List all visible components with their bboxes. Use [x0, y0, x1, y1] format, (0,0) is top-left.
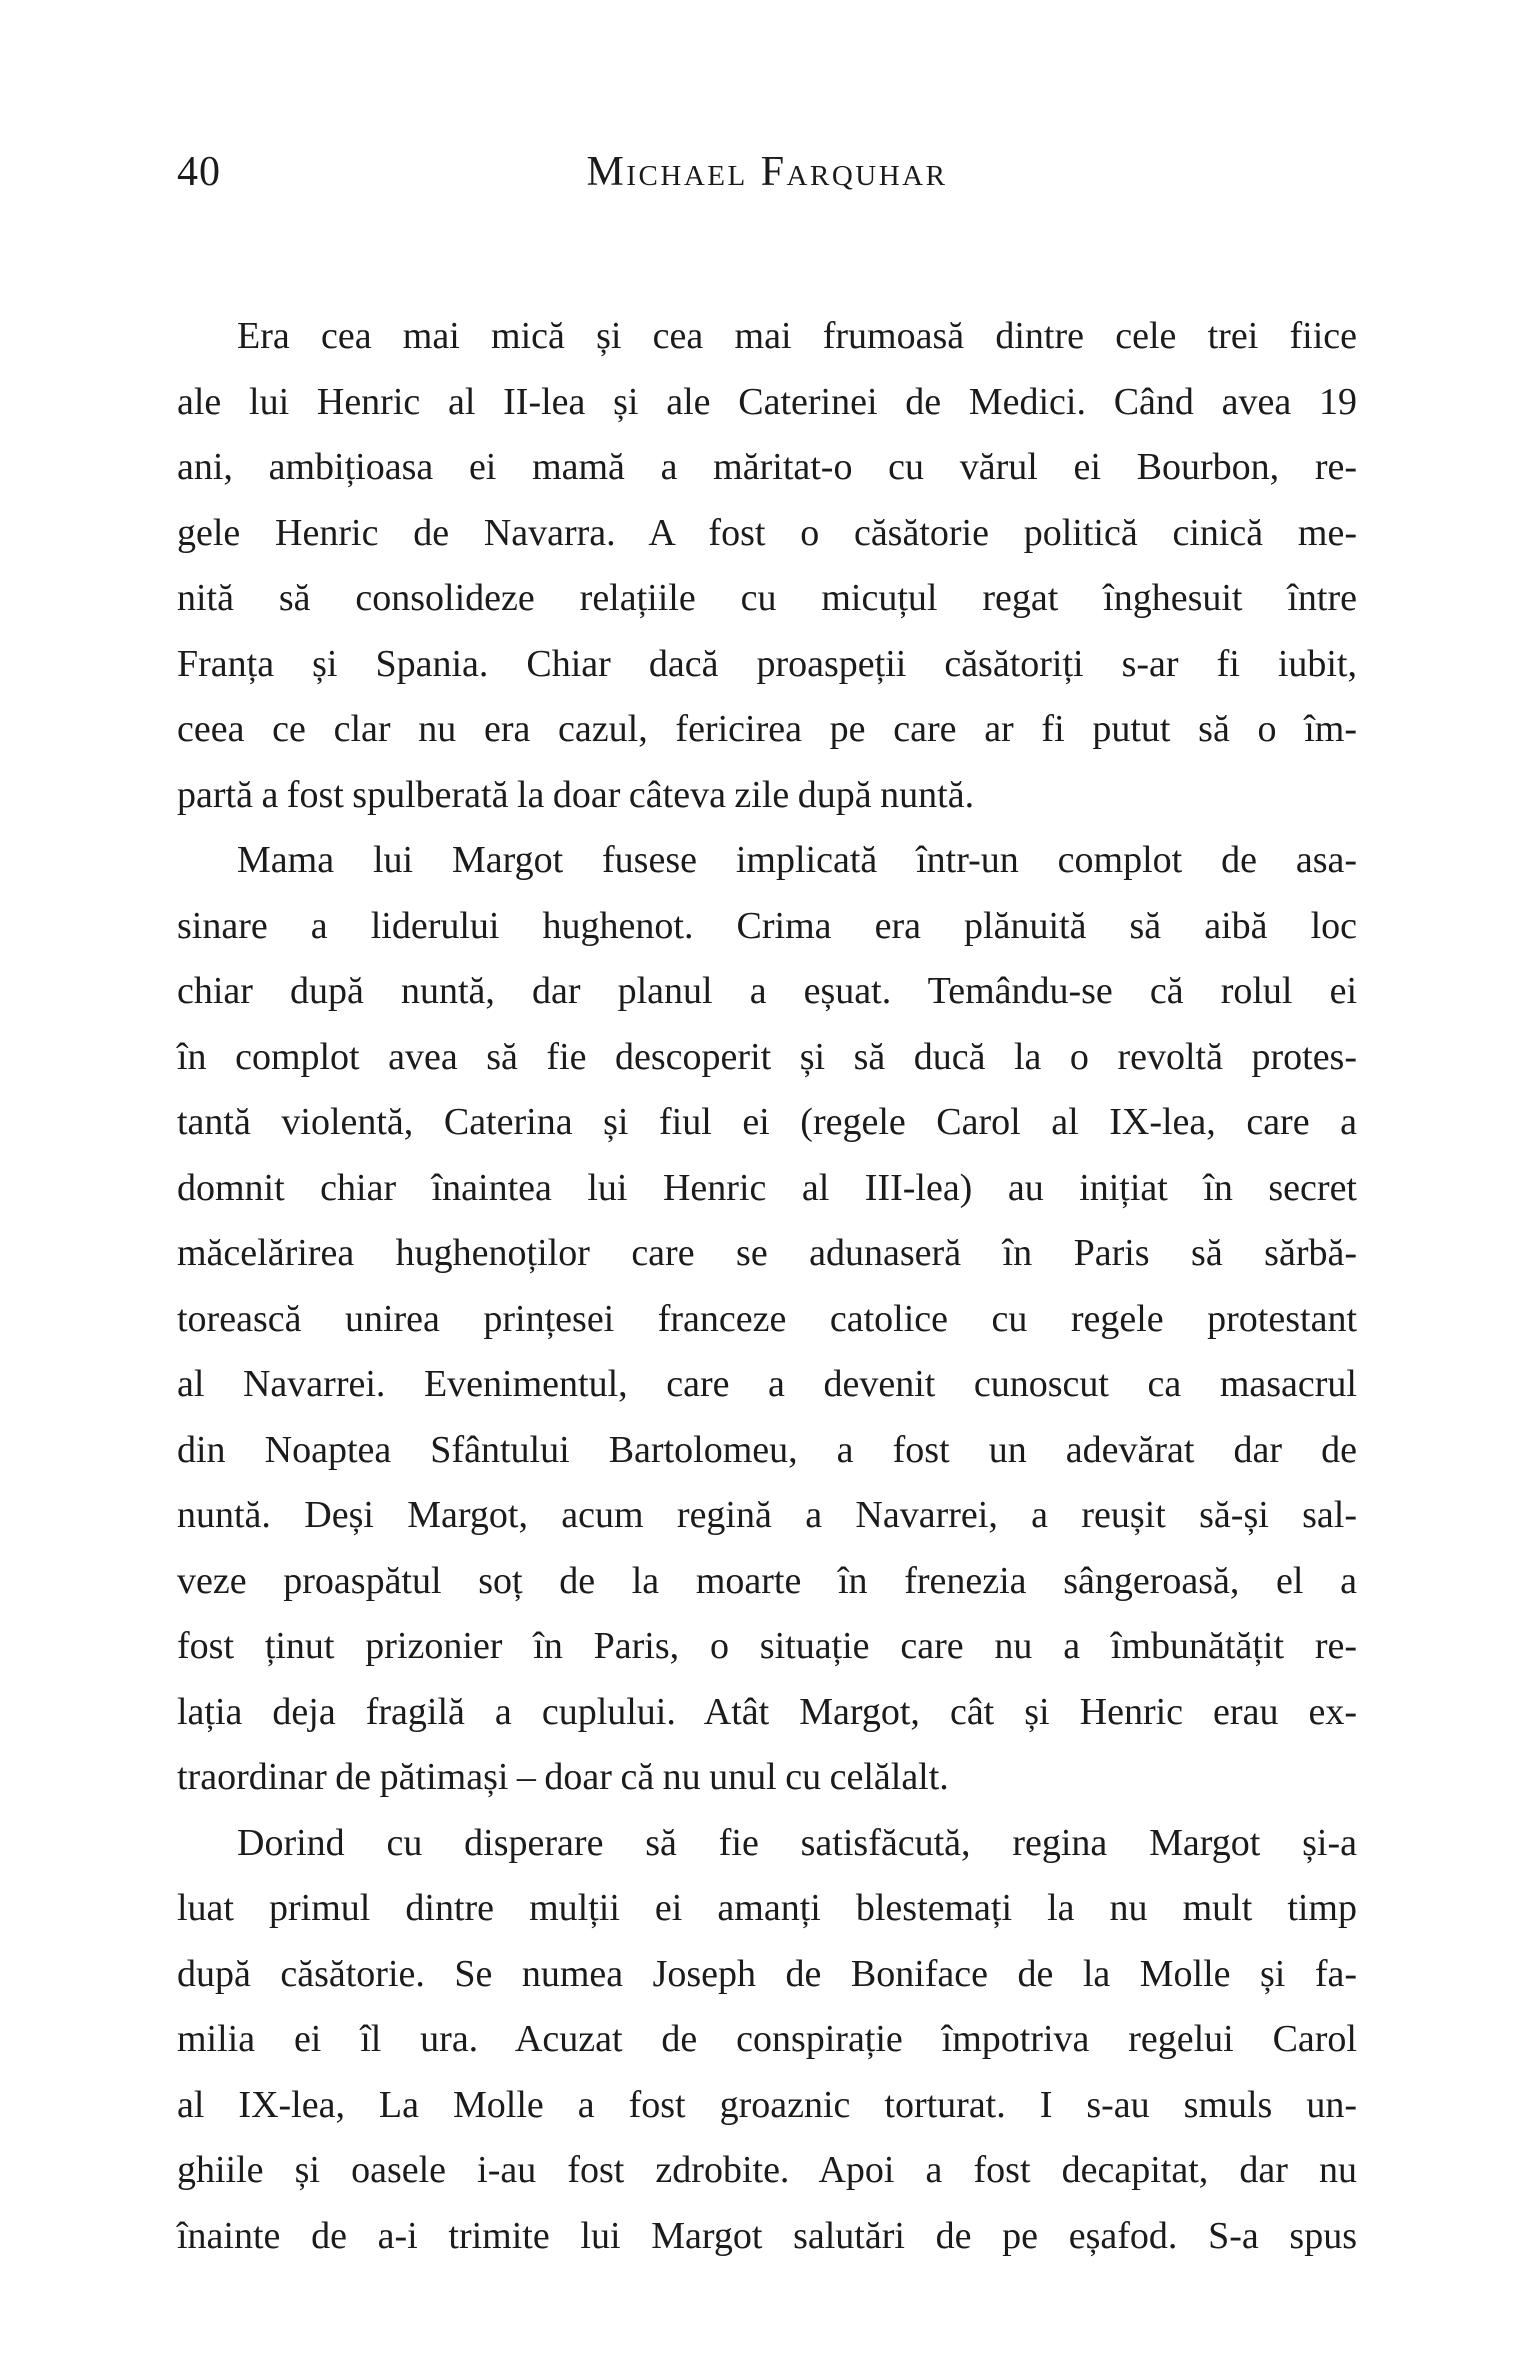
- text-line: Franța și Spania. Chiar dacă proaspeții căsătoriți s-ar fi iubit,: [177, 642, 1357, 685]
- text-line: domnit chiar înaintea lui Henric al III-lea) au inițiat în secret: [177, 1166, 1357, 1209]
- text-line: în complot avea să fie descoperit și să ducă la o revoltă protes-: [177, 1035, 1357, 1078]
- text-line: nuntă. Deși Margot, acum regină a Navarrei, a reușit să-și sal-: [177, 1494, 1357, 1536]
- text-line: Mama lui Margot fusese implicată într-un complot de asa-: [237, 839, 1357, 881]
- text-line: chiar după nuntă, dar planul a eșuat. Temându-se că rolul ei: [177, 970, 1357, 1012]
- text-line: milia ei îl ura. Acuzat de conspirație împotriva regelui Carol: [177, 2018, 1357, 2060]
- page-number: 40: [177, 149, 221, 195]
- text-line: al IX-lea, La Molle a fost groaznic torturat. I s-au smuls un-: [177, 2083, 1357, 2126]
- text-line: Era cea mai mică și cea mai frumoasă dintre cele trei fiice: [237, 315, 1357, 357]
- text-line: fost ținut prizonier în Paris, o situație care nu a îmbunătățit re-: [177, 1625, 1357, 1667]
- text-line: partă a fost spulberată la doar câteva zile după nuntă.: [177, 773, 975, 816]
- text-line: tantă violentă, Caterina și fiul ei (regele Carol al IX-lea, care a: [177, 1101, 1357, 1143]
- text-line: sinare a liderului hughenot. Crima era plănuită să aibă loc: [177, 904, 1357, 947]
- text-line: Dorind cu disperare să fie satisfăcută, regina Margot și-a: [237, 1821, 1357, 1864]
- text-line: măcelărirea hughenoților care se adunaseră în Paris să sărbă-: [177, 1232, 1357, 1274]
- running-header-title: Michael Farquhar: [586, 149, 948, 195]
- page-header: [177, 148, 1357, 204]
- text-line: din Noaptea Sfântului Bartolomeu, a fost un adevărat dar de: [177, 1428, 1357, 1471]
- text-line: înainte de a-i trimite lui Margot salutări de pe eșafod. S-a spus: [177, 2214, 1357, 2257]
- text-line: ani, ambițioasa ei mamă a măritat-o cu vărul ei Bourbon, re-: [177, 446, 1357, 488]
- text-line: după căsătorie. Se numea Joseph de Boniface de la Molle și fa-: [177, 1952, 1357, 1995]
- text-line: al Navarrei. Evenimentul, care a devenit cunoscut ca masacrul: [177, 1363, 1357, 1405]
- text-line: ghiile și oasele i-au fost zdrobite. Apoi a fost decapitat, dar nu: [177, 2149, 1357, 2191]
- body-text: [177, 304, 1357, 2269]
- text-line: gele Henric de Navarra. A fost o căsătorie politică cinică me-: [177, 511, 1357, 554]
- text-line: ceea ce clar nu era cazul, fericirea pe care ar fi putut să o îm-: [177, 708, 1357, 750]
- text-line: luat primul dintre mulții ei amanți blestemați la nu mult timp: [177, 1887, 1357, 1929]
- text-line: torească unirea prințesei franceze catolice cu regele protestant: [177, 1297, 1357, 1340]
- text-line: traordinar de pătimași – doar că nu unul cu celălalt.: [177, 1756, 949, 1798]
- text-line: nită să consolideze relațiile cu micuțul regat înghesuit între: [177, 577, 1357, 619]
- text-line: ale lui Henric al II-lea și ale Caterinei de Medici. Când avea 19: [177, 380, 1357, 423]
- text-line: veze proaspătul soț de la moarte în frenezia sângeroasă, el a: [177, 1559, 1357, 1602]
- text-line: lația deja fragilă a cuplului. Atât Margot, cât și Henric erau ex-: [177, 1690, 1357, 1733]
